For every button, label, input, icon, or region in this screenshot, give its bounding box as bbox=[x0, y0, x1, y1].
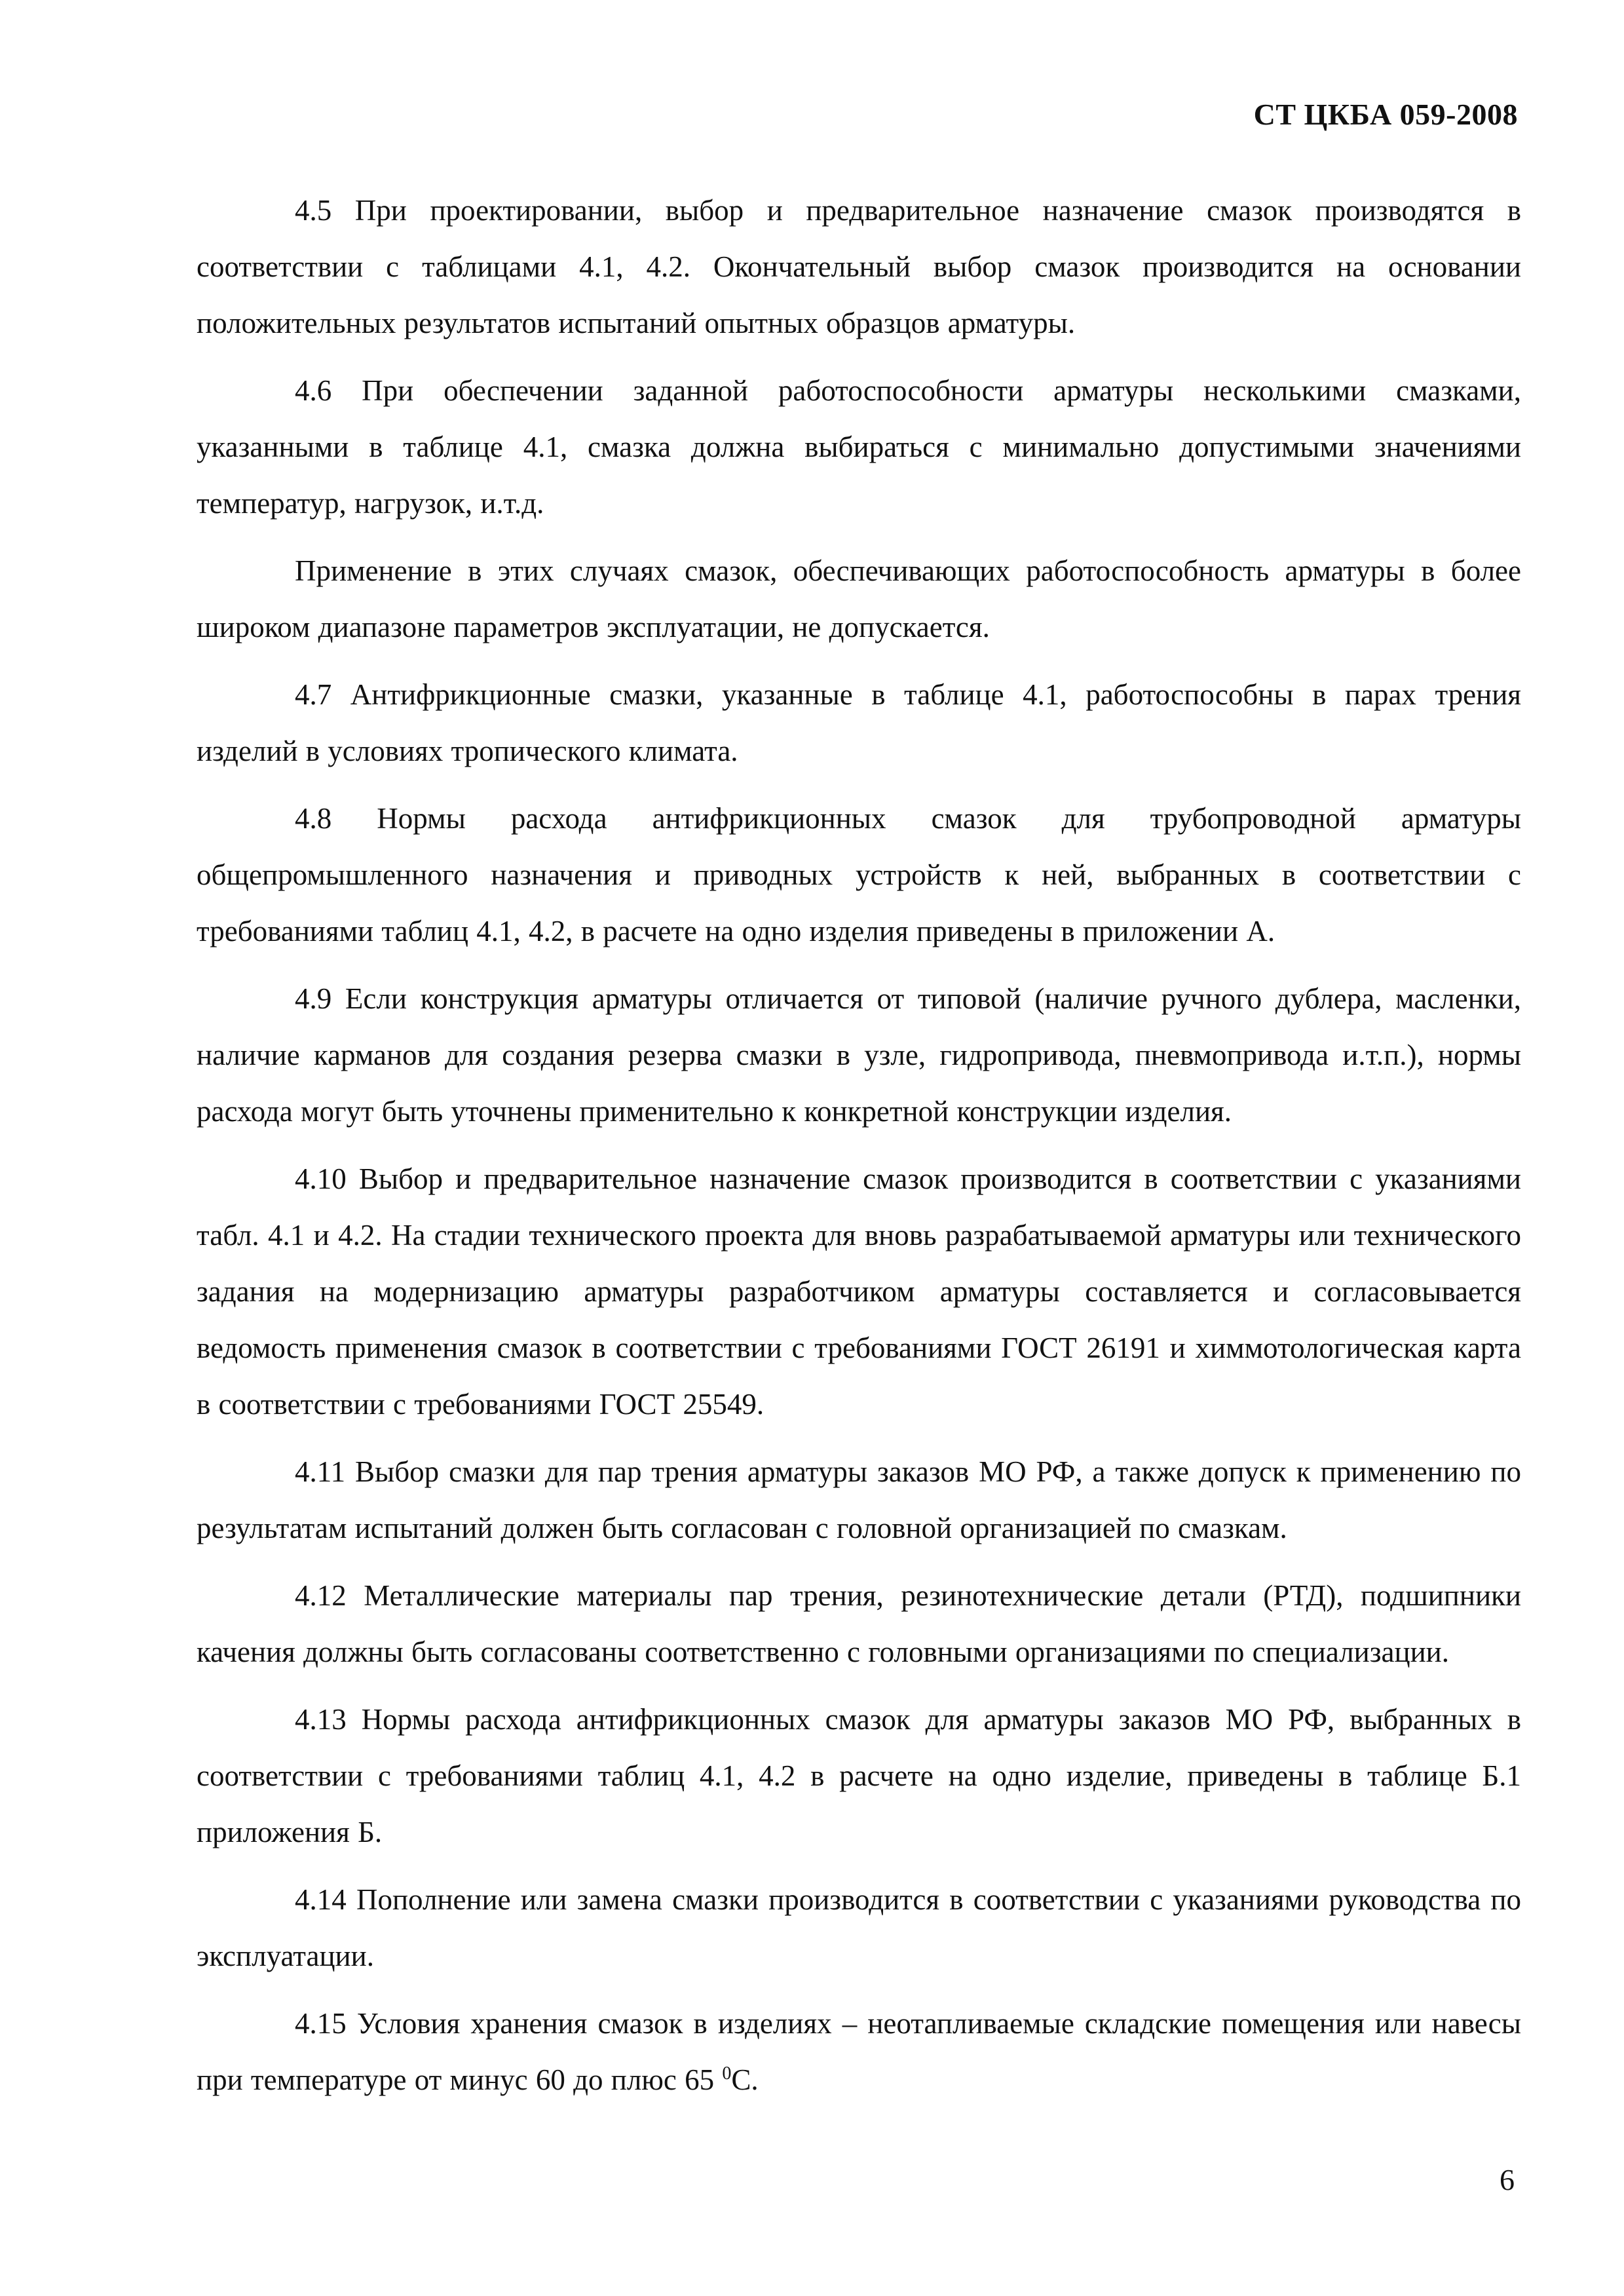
paragraph-4-6-continued: Применение в этих случаях смазок, обеспечивающих работоспособность арматуры в более широком диапазоне параметров эксплуатации, не допускается. bbox=[197, 554, 1521, 643]
paragraph-4-8: 4.8 Нормы расхода антифрикционных смазок для трубопроводной арматуры общепромышленного назначения и приводных устройств к ней, выбранных в соответствии с требованиями таблиц 4.1, 4.2, в расчете на одно изделия приведены в приложении А. bbox=[197, 802, 1521, 947]
paragraph-4-6: 4.6 При обеспечении заданной работоспособности арматуры несколькими смазками, указанными в таблице 4.1, смазка должна выбираться с минимально допустимыми значениями температур, нагрузок, и.т.д. bbox=[197, 374, 1521, 520]
paragraph-4-10: 4.10 Выбор и предварительное назначение смазок производится в соответствии с указаниями табл. 4.1 и 4.2. На стадии технического проекта для вновь разрабатываемой арматуры или технического задания на модернизацию арматуры разработчиком арматуры составляется и согласовывается ведомость применения смазок в соответствии с требованиями ГОСТ 26191 и химмотологическая карта в соответствии с требованиями ГОСТ 25549. bbox=[197, 1162, 1521, 1421]
paragraph-4-14: 4.14 Пополнение или замена смазки производится в соответствии с указаниями руководства по эксплуатации. bbox=[197, 1883, 1521, 1972]
document-body bbox=[197, 182, 1521, 2108]
paragraph-4-11: 4.11 Выбор смазки для пар трения арматуры заказов МО РФ, а также допуск к применению по результатам испытаний должен быть согласован с головной организацией по смазкам. bbox=[197, 1455, 1521, 1544]
degree-superscript: 0 bbox=[722, 2063, 732, 2084]
paragraph-4-15-text: 4.15 Условия хранения смазок в изделиях – неотапливаемые складские помещения или навесы при температуре от минус 60 до плюс 65 bbox=[197, 2007, 1521, 2096]
paragraph-4-12: 4.12 Металлические материалы пар трения, резинотехнические детали (РТД), подшипники качения должны быть согласованы соответственно с головными организациями по специализации. bbox=[197, 1579, 1521, 1668]
paragraph-4-7: 4.7 Антифрикционные смазки, указанные в таблице 4.1, работоспособны в парах трения изделий в условиях тропического климата. bbox=[197, 678, 1521, 767]
paragraph-4-5: 4.5 При проектировании, выбор и предварительное назначение смазок производятся в соответствии с таблицами 4.1, 4.2. Окончательный выбор смазок производится на основании положительных результатов испытаний опытных образцов арматуры. bbox=[197, 194, 1521, 339]
paragraph-4-15 bbox=[197, 1995, 1521, 2108]
paragraph-4-13: 4.13 Нормы расхода антифрикционных смазок для арматуры заказов МО РФ, выбранных в соответствии с требованиями таблиц 4.1, 4.2 в расчете на одно изделие, приведены в таблице Б.1 приложения Б. bbox=[197, 1703, 1521, 1848]
temperature-unit: С. bbox=[731, 2063, 759, 2096]
page-number: 6 bbox=[1500, 2163, 1515, 2196]
document-code-header: СТ ЦКБА 059-2008 bbox=[1253, 98, 1518, 131]
paragraph-4-9: 4.9 Если конструкция арматуры отличается от типовой (наличие ручного дублера, масленки, наличие карманов для создания резерва смазки в узле, гидропривода, пневмопривода и.т.п.), нормы расхода могут быть уточнены применительно к конкретной конструкции изделия. bbox=[197, 982, 1521, 1128]
